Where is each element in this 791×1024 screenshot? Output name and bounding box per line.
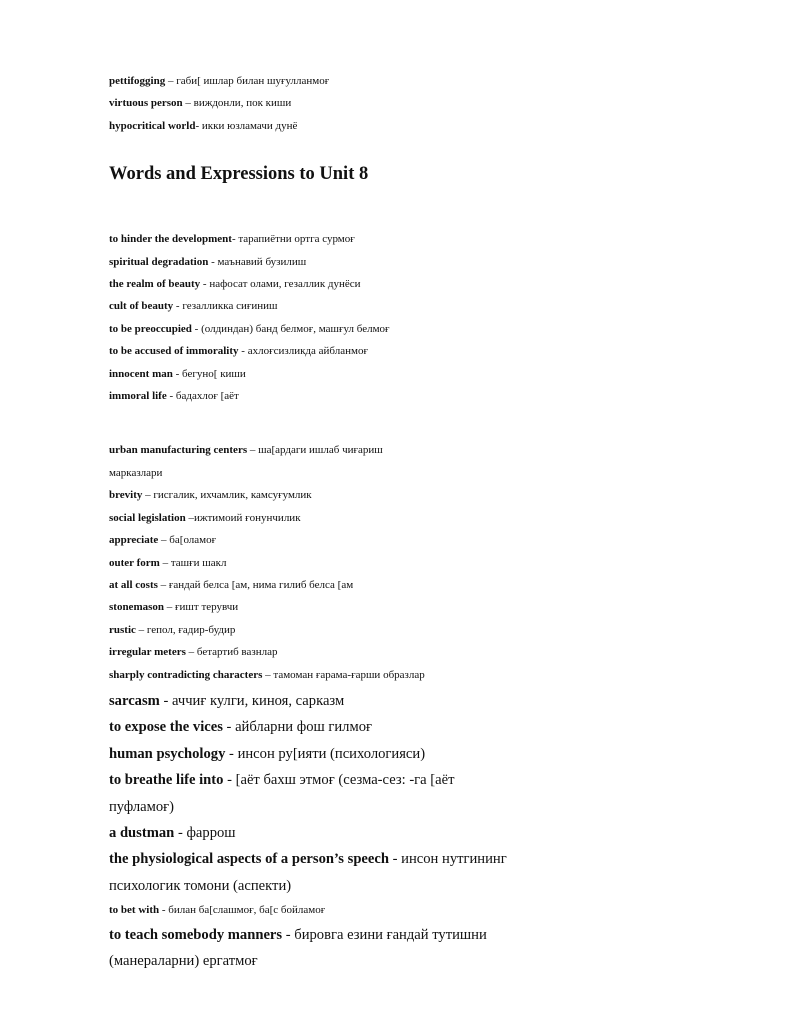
- list-item: [109, 741, 749, 767]
- entry-term: the physiological aspects of a person’s speech: [109, 851, 389, 868]
- entry-term: virtuous person: [109, 97, 183, 110]
- entry-definition: ахлоғсизликда айбланмоғ: [247, 345, 368, 358]
- list-item: [109, 846, 749, 872]
- list-item: [109, 484, 749, 506]
- entry-definition: ба[оламоғ: [169, 534, 217, 547]
- entry-sep: -: [174, 824, 187, 841]
- entry-definition: гезалликка сиғиниш: [182, 300, 278, 313]
- list-item: [109, 552, 749, 574]
- intro-list: [109, 70, 749, 137]
- entry-sep: -: [159, 692, 172, 709]
- entry-sep: -: [223, 772, 236, 789]
- entry-sep: –: [135, 623, 147, 636]
- spacer: [109, 186, 749, 228]
- entry-definition: икки юзламачи дунё: [201, 119, 298, 132]
- list-item: [109, 295, 749, 317]
- entry-term: to hinder the development: [109, 233, 232, 246]
- entry-definition: габи[ ишлар билан шуғулланмоғ: [176, 75, 330, 87]
- entry-definition: пуфламоғ): [109, 798, 174, 815]
- list-item: [109, 574, 749, 596]
- list-item: [109, 619, 749, 641]
- entry-term: hypocritical world: [109, 119, 196, 132]
- entry-sep: -: [231, 233, 239, 246]
- entry-sep: –: [165, 75, 177, 87]
- list-item: [109, 251, 749, 273]
- entry-term: stonemason: [109, 601, 165, 614]
- entry-term: to be preoccupied: [109, 322, 192, 335]
- entry-term: the realm of beauty: [109, 278, 201, 291]
- list-item: [109, 318, 749, 340]
- list-item: [109, 439, 749, 461]
- entry-definition: бегуно[ киши: [182, 367, 246, 380]
- entry-sep: –: [164, 601, 176, 614]
- entry-sep: -: [282, 926, 295, 943]
- entry-term: appreciate: [109, 534, 159, 547]
- entry-definition: тарапиётни ортга сурмоғ: [238, 233, 355, 246]
- entry-definition: гепол, ғадир-будир: [146, 623, 236, 636]
- entry-term: to bet with: [109, 904, 160, 917]
- entry-sep: -: [172, 367, 183, 380]
- entry-sep: –: [158, 534, 170, 547]
- entry-sep: –: [185, 646, 197, 659]
- entry-definition: билан ба[слашмоғ, ба[с бойламоғ: [168, 904, 326, 917]
- entry-sep: -: [159, 904, 169, 917]
- list-item-continuation: [109, 948, 749, 974]
- entry-term: to breathe life into: [109, 772, 224, 789]
- entry-sep: -: [225, 745, 238, 762]
- entry-term: cult of beauty: [109, 300, 174, 313]
- entry-definition: ғандай белса [ам, нима гилиб белса [ам: [168, 578, 354, 591]
- document-page: [109, 70, 749, 974]
- entry-sep: -: [195, 119, 202, 132]
- list-item: [109, 273, 749, 295]
- list-item: [109, 340, 749, 362]
- entry-term: irregular meters: [109, 646, 186, 659]
- list-item: [109, 228, 749, 250]
- entry-term: outer form: [109, 556, 160, 569]
- entry-definition: гисгалик, ихчамлик, камсуғумлик: [153, 489, 312, 502]
- list-item: [109, 688, 749, 714]
- entry-definition: бадахлоғ [аёт: [175, 390, 239, 403]
- entry-definition: психологик томони (аспекти): [109, 877, 292, 894]
- entry-sep: -: [388, 851, 402, 868]
- list-item-continuation: [109, 462, 749, 484]
- entry-sep: –: [142, 489, 154, 502]
- entry-sep: –: [262, 668, 274, 681]
- entry-term: at all costs: [109, 578, 158, 591]
- entry-definition: бировга езини ғандай тутишни: [294, 926, 487, 943]
- entry-term: to teach somebody manners: [109, 926, 283, 943]
- entry-definition: ғишт терувчи: [175, 601, 239, 614]
- entry-term: innocent man: [109, 367, 173, 380]
- entry-term: brevity: [109, 489, 143, 502]
- entry-sep: –: [185, 511, 194, 524]
- entry-term: a dustman: [109, 824, 175, 841]
- list-item: [109, 529, 749, 551]
- entry-definition: ижтимоий ғонунчилик: [193, 511, 301, 524]
- list-item: [109, 70, 749, 92]
- spacer: [109, 407, 749, 439]
- entry-definition: [аёт бахш этмоғ (сезма-сез: -га [аёт: [235, 772, 455, 789]
- entry-definition: аччиғ кулги, киноя, сарказм: [171, 692, 345, 709]
- entry-definition: айбларни фош гилмоғ: [235, 719, 372, 736]
- list-item: [109, 115, 749, 137]
- entry-term: human psychology: [109, 745, 226, 762]
- list-item: [109, 714, 749, 740]
- list-item: [109, 363, 749, 385]
- list-item-continuation: [109, 873, 749, 899]
- entry-term: to be accused of immorality: [109, 345, 239, 358]
- entry-definition: ша[ардаги ишлаб чиғариш: [258, 444, 383, 457]
- entry-term: urban manufacturing centers: [109, 444, 248, 457]
- entry-sep: -: [238, 345, 248, 358]
- list-item-continuation: [109, 794, 749, 820]
- entry-sep: -: [191, 322, 202, 335]
- list-item: [109, 385, 749, 407]
- entry-definition: виждонли, пок киши: [193, 97, 292, 110]
- entry-term: sharply contradicting characters: [109, 668, 263, 681]
- unit-heading: Words and Expressions to Unit 8: [109, 164, 369, 185]
- entry-sep: -: [166, 390, 176, 403]
- entry-definition: инсон нутгининг: [401, 851, 507, 868]
- section1-list: [109, 228, 749, 407]
- entry-definition: ташғи шакл: [170, 556, 227, 569]
- entry-sep: –: [159, 556, 171, 569]
- list-item: [109, 922, 749, 948]
- entry-sep: –: [157, 578, 169, 591]
- entry-term: sarcasm: [109, 692, 160, 709]
- entry-term: rustic: [109, 623, 136, 636]
- list-item: [109, 596, 749, 618]
- entry-sep: -: [200, 278, 210, 291]
- entry-definition: нафосат олами, гезаллик дунёси: [209, 278, 361, 291]
- section2-list: [109, 439, 749, 974]
- entry-definition: бетартиб вазнлар: [196, 646, 278, 659]
- entry-term: pettifogging: [109, 75, 166, 87]
- entry-definition: маънавий бузилиш: [217, 255, 307, 268]
- entry-term: spiritual degradation: [109, 255, 212, 268]
- entry-definition: инсон ру[ияти (психологияси): [237, 745, 426, 762]
- entry-sep: -: [173, 300, 183, 313]
- entry-definition: марказлари: [109, 466, 163, 479]
- entry-term: to expose the vices: [109, 719, 223, 736]
- entry-sep: –: [182, 97, 194, 110]
- list-item: [109, 899, 749, 921]
- list-item: [109, 820, 749, 846]
- entry-definition: (олдиндан) банд белмоғ, машғул белмоғ: [201, 322, 390, 335]
- entry-definition: фаррош: [186, 824, 236, 841]
- list-item: [109, 641, 749, 663]
- list-item: [109, 767, 749, 793]
- entry-term: social legislation: [109, 511, 186, 524]
- entry-definition: тамоман ғарама-ғарши образлар: [273, 668, 425, 681]
- entry-sep: -: [222, 719, 236, 736]
- list-item: [109, 507, 749, 529]
- entry-sep: –: [247, 444, 259, 457]
- entry-term: immoral life: [109, 390, 167, 403]
- list-item: [109, 664, 749, 686]
- entry-sep: -: [211, 255, 218, 268]
- list-item: [109, 92, 749, 114]
- entry-definition: (манераларни) ергатмоғ: [109, 953, 258, 969]
